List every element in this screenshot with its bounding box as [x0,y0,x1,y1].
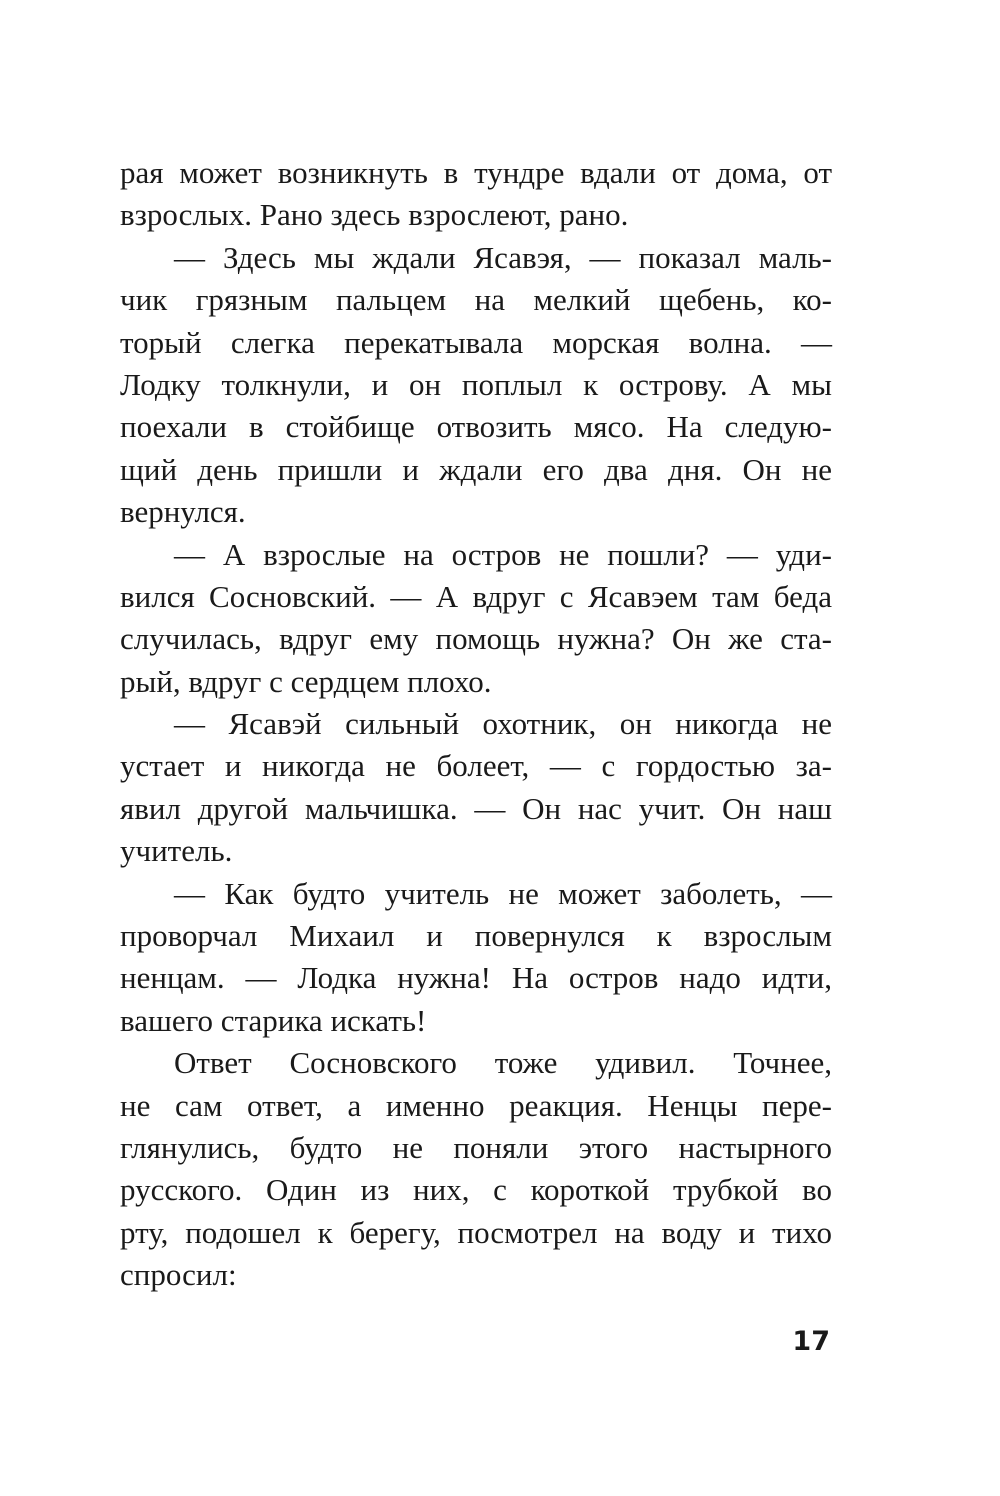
paragraph-4 [120,703,832,873]
text-line: рый, вдруг с сердцем плохо. [120,663,492,699]
text-line: щий день пришли и ждали его два дня. Он не [120,451,832,487]
paragraph-2 [120,237,832,534]
text-line: — Здесь мы ждали Ясавэя, — показал маль- [174,239,832,275]
text-line: глянулись, будто не поняли этого настырного [120,1129,832,1165]
body-text [120,152,832,1297]
paragraph-5 [120,873,832,1043]
text-line: поехали в стойбище отвозить мясо. На следую- [120,409,832,445]
text-line: русского. Один из них, с короткой трубкой во [120,1172,832,1208]
text-line: вернулся. [120,494,246,530]
text-line: устает и никогда не болеет, — с гордостью за- [120,748,832,784]
text-line: ненцам. — Лодка нужна! На остров надо идти, [120,960,832,996]
text-line: Ответ Сосновского тоже удивил. Точнее, [174,1045,832,1081]
text-line: случилась, вдруг ему помощь нужна? Он же ста- [120,621,832,657]
text-line: рту, подошел к берегу, посмотрел на воду и тихо [120,1214,832,1250]
paragraph-6 [120,1042,832,1296]
text-line: — А взрослые на остров не пошли? — уди- [174,536,832,572]
text-line: вился Сосновский. — А вдруг с Ясавэем там беда [120,578,832,614]
text-line: учитель. [120,833,233,869]
text-line: Лодку толкнули, и он поплыл к острову. А мы [120,366,832,402]
paragraph-3 [120,534,832,704]
page-number: 17 [792,1326,830,1357]
text-line: проворчал Михаил и повернулся к взрослым [120,918,832,954]
text-line: спросил: [120,1257,237,1293]
paragraph-1 [120,152,832,237]
text-line: торый слегка перекатывала морская волна. — [120,324,832,360]
text-line: взрослых. Рано здесь взрослеют, рано. [120,197,629,233]
text-line: — Как будто учитель не может заболеть, — [174,875,832,911]
text-line: вашего старика искать! [120,1002,427,1038]
text-line: рая может возникнуть в тундре вдали от дома, от [120,155,832,190]
text-line: явил другой мальчишка. — Он нас учит. Он наш [120,790,832,826]
text-line: не сам ответ, а именно реакция. Ненцы пере- [120,1087,832,1123]
text-line: — Ясавэй сильный охотник, он никогда не [174,706,832,742]
text-line: чик грязным пальцем на мелкий щебень, ко- [120,282,832,318]
